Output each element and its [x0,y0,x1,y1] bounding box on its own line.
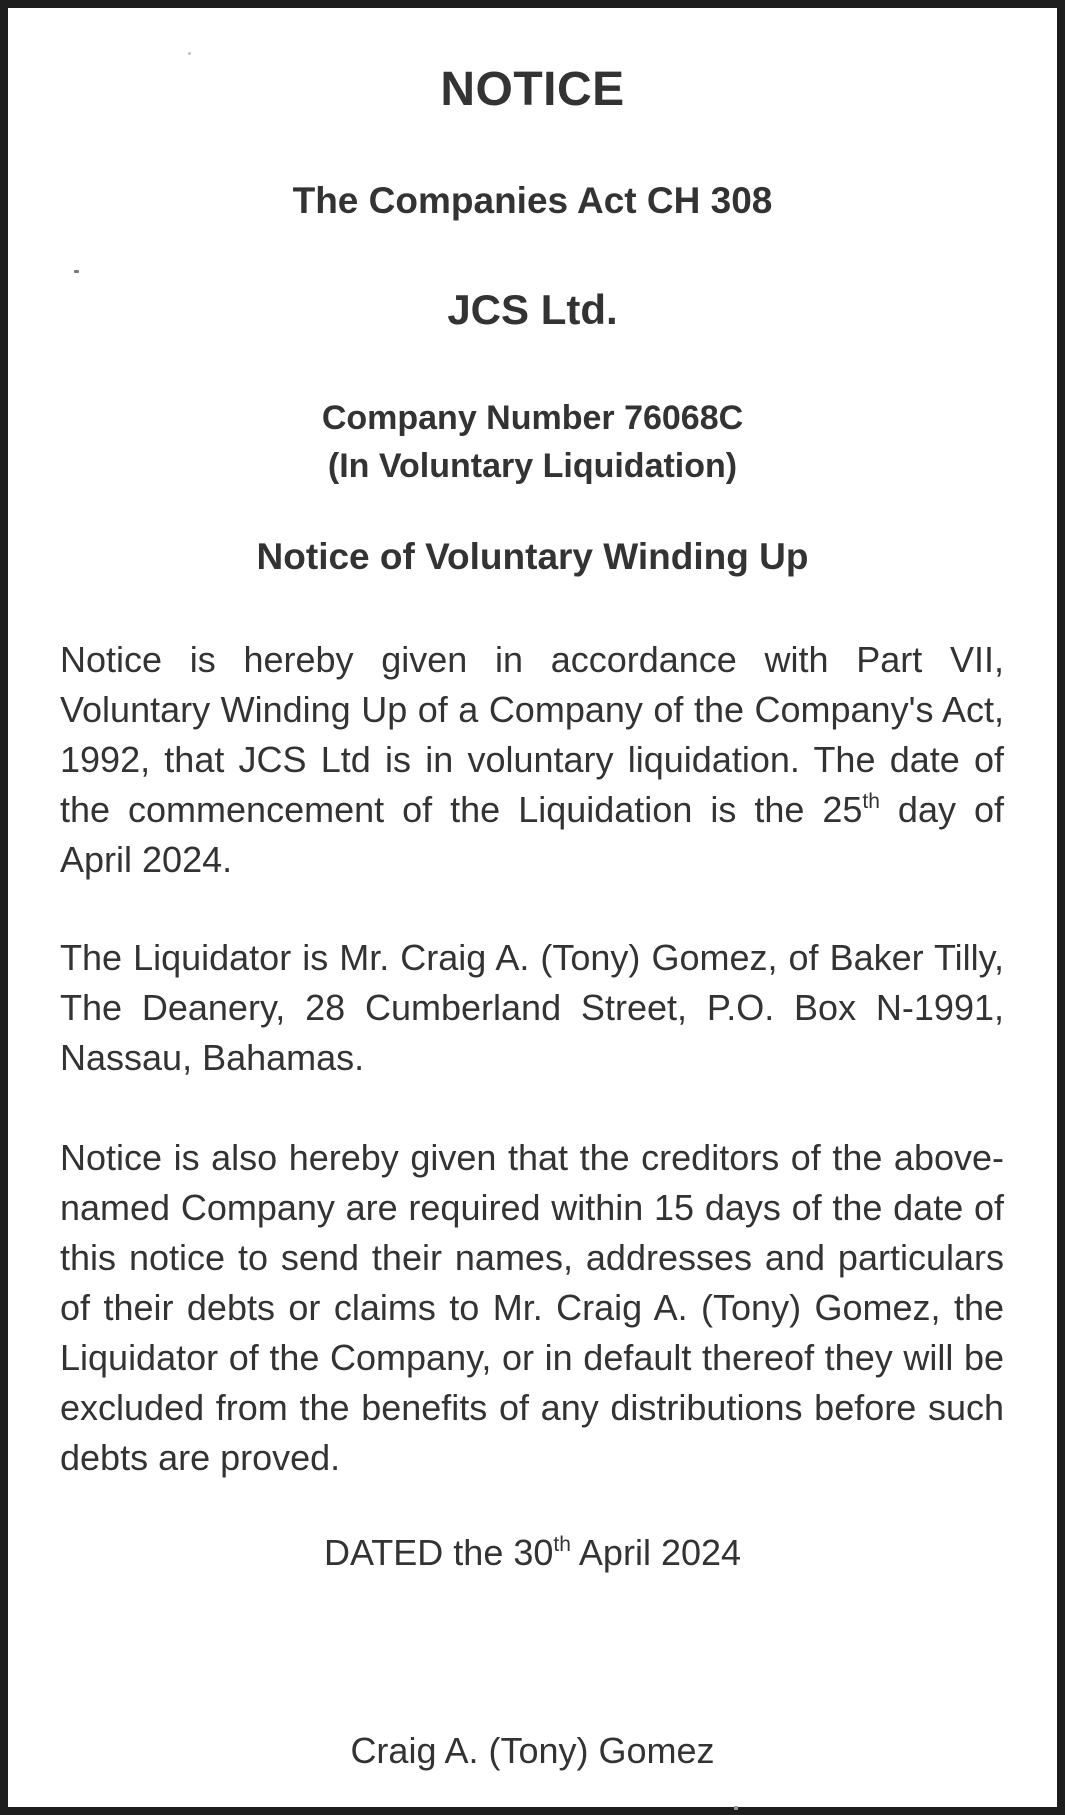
company-name: JCS Ltd. [447,286,618,333]
act-reference: The Companies Act CH 308 [292,180,773,221]
notice-title: NOTICE [440,63,625,116]
dated-tail: April 2024 [570,1532,742,1573]
ordinal-suffix: th [862,790,880,813]
dated-prefix: DATED the 30 [323,1532,554,1573]
scan-speck [734,1806,738,1810]
paragraph-commencement-tail: day of April 2024. [60,789,1004,880]
company-number: Company Number 76068C [321,399,744,437]
scan-speck [188,52,191,55]
paragraph-commencement-text: Notice is hereby given in accordance with Part VII, Voluntary Winding Up of a Company of the Company's Act, 1992, that JCS Ltd is in voluntary liquidation. The date of the commencement of the Liquidation is the 25 [60,639,1004,830]
paragraph-liquidator: The Liquidator is Mr. Craig A. (Tony) Gomez, of Baker Tilly, The Deanery, 28 Cumberland Street, P.O. Box N-1991, Nassau, Bahamas. [60,937,1004,1078]
scan-speck [74,270,79,273]
paragraph-commencement [60,635,1004,885]
notice-subheading: Notice of Voluntary Winding Up [256,536,809,577]
dated-line [8,1532,1057,1574]
liquidation-status: (In Voluntary Liquidation) [327,447,738,485]
company-number-block [8,394,1057,490]
dated-ordinal-suffix: th [553,1533,571,1556]
signatory-name: Craig A. (Tony) Gomez [350,1730,715,1771]
paragraph-creditors: Notice is also hereby given that the creditors of the above-named Company are required within 15 days of the date of this notice to send their names, addresses and particulars of their debts or claims to Mr. Craig A. (Tony) Gomez, the Liquidator of the Company, or in default thereof they will be excluded from the benefits of any distributions before such debts are proved. [60,1137,1004,1478]
